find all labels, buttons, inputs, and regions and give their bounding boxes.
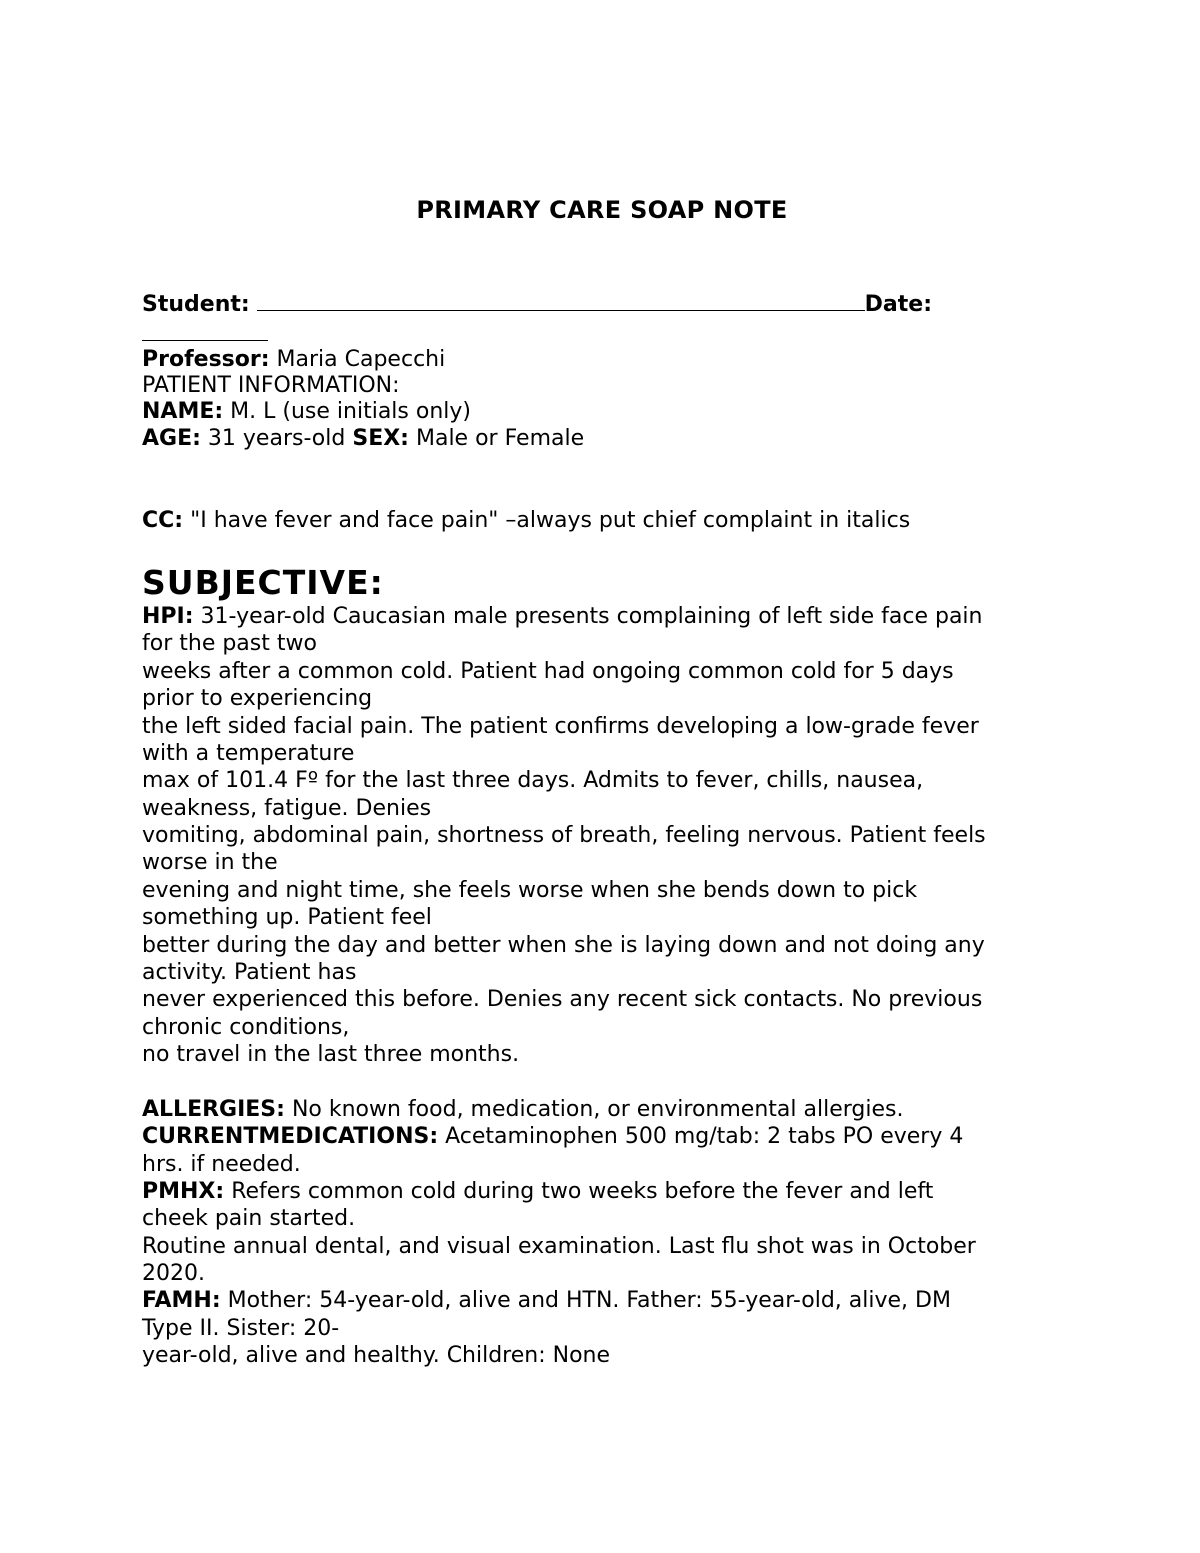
famh-line: Type II. Sister: 20- (142, 1316, 340, 1341)
subjective-heading: SUBJECTIVE: (142, 563, 384, 602)
cc-value: "I have fever and face pain" –always put chief complaint in italics (190, 508, 911, 533)
hpi-line: weeks after a common cold. Patient had ongoing common cold for 5 days (142, 659, 954, 684)
hpi-label: HPI: (142, 604, 194, 629)
sex-value: Male or Female (415, 426, 585, 451)
allergies-line (142, 1096, 903, 1124)
student-blank[interactable] (257, 290, 865, 311)
meds-line (142, 1123, 963, 1151)
hpi-line: for the past two (142, 631, 317, 656)
famh-line (142, 1287, 951, 1315)
hpi-line: the left sided facial pain. The patient confirms developing a low-grade fever (142, 714, 979, 739)
hpi-line: chronic conditions, (142, 1015, 350, 1040)
hpi-line: evening and night time, she feels worse when she bends down to pick (142, 878, 918, 903)
famh-line: year-old, alive and healthy. Children: None (142, 1343, 611, 1368)
student-label: Student: (142, 292, 250, 317)
professor-line (142, 346, 445, 374)
cc-label: CC: (142, 508, 184, 533)
hpi-line: prior to experiencing (142, 686, 373, 711)
age-label: AGE: (142, 426, 201, 451)
professor-value: Maria Capecchi (276, 347, 446, 372)
famh-value: Mother: 54-year-old, alive and HTN. Father: 55-year-old, alive, DM (227, 1288, 951, 1313)
date-blank-line (142, 318, 268, 349)
allergies-value: No known food, medication, or environmental allergies. (291, 1097, 904, 1122)
date-blank[interactable] (142, 318, 268, 341)
pmhx-label: PMHX: (142, 1179, 225, 1204)
allergies-label: ALLERGIES: (142, 1097, 285, 1122)
hpi-line: something up. Patient feel (142, 905, 432, 930)
hpi-line: vomiting, abdominal pain, shortness of breath, feeling nervous. Patient feels (142, 823, 986, 848)
pmhx-line: cheek pain started. (142, 1206, 356, 1231)
famh-label: FAMH: (142, 1288, 221, 1313)
name-value: M. L (use initials only) (230, 399, 471, 424)
hpi-line: no travel in the last three months. (142, 1042, 520, 1067)
hpi-line: better during the day and better when she is laying down and not doing any (142, 933, 985, 958)
meds-label: CURRENTMEDICATIONS: (142, 1124, 439, 1149)
pmhx-line: 2020. (142, 1261, 205, 1286)
pmhx-line: Routine annual dental, and visual examination. Last flu shot was in October (142, 1234, 976, 1259)
page-title: PRIMARY CARE SOAP NOTE (416, 196, 788, 224)
hpi-line: with a temperature (142, 741, 355, 766)
date-label: Date: (864, 292, 933, 317)
meds-value: Acetaminophen 500 mg/tab: 2 tabs PO every 4 (445, 1124, 964, 1149)
hpi-line: weakness, fatigue. Denies (142, 796, 432, 821)
professor-label: Professor: (142, 347, 270, 372)
name-label: NAME: (142, 399, 224, 424)
age-value: 31 years-old (207, 426, 346, 451)
hpi-line: max of 101.4 Fº for the last three days. Admits to fever, chills, nausea, (142, 768, 924, 793)
cc-line (142, 507, 910, 535)
student-date-line (142, 290, 932, 319)
name-line (142, 398, 471, 426)
age-sex-line (142, 425, 584, 453)
patient-info-label: PATIENT INFORMATION: (142, 373, 400, 398)
meds-line: hrs. if needed. (142, 1152, 301, 1177)
hpi-line: never experienced this before. Denies any recent sick contacts. No previous (142, 987, 983, 1012)
sex-label: SEX: (352, 426, 409, 451)
pmhx-value: Refers common cold during two weeks before the fever and left (231, 1179, 934, 1204)
hpi-line: worse in the (142, 850, 278, 875)
hpi-text: 31-year-old Caucasian male presents complaining of left side face pain (200, 604, 983, 629)
hpi-line: activity. Patient has (142, 960, 357, 985)
pmhx-line (142, 1178, 933, 1206)
hpi-line (142, 603, 982, 631)
